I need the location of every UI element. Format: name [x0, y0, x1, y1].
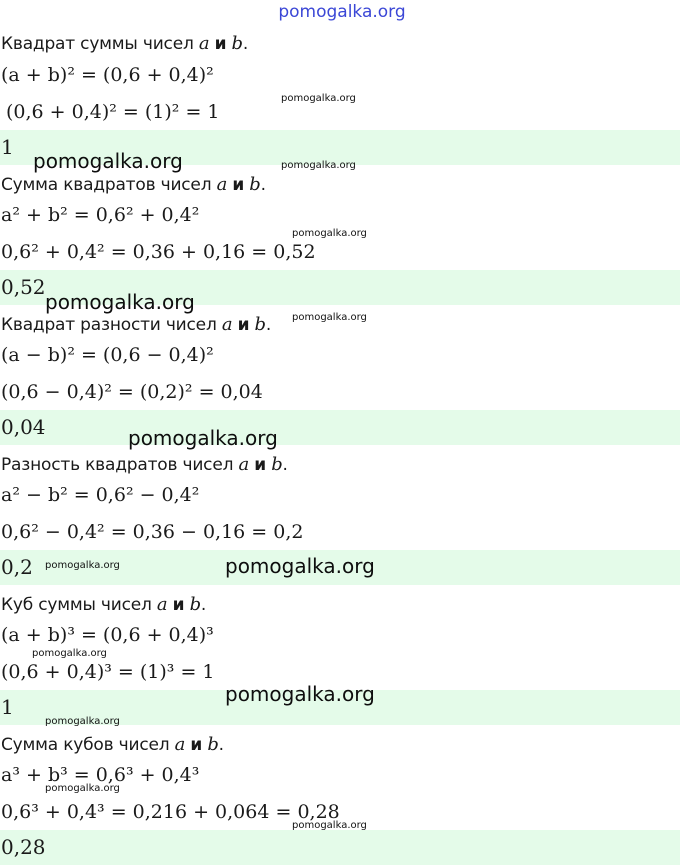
watermark: pomogalka.org	[45, 290, 195, 314]
section-6-calc: 0,6³ + 0,4³ = 0,216 + 0,064 = 0,28	[1, 801, 340, 823]
section-5-calc: (0,6 + 0,4)³ = (1)³ = 1	[1, 661, 215, 683]
section-3-answer-box	[0, 410, 680, 445]
period: .	[260, 175, 266, 195]
period: .	[200, 595, 207, 615]
var-a: a	[174, 734, 186, 755]
section-1-calc: (0,6 + 0,4)² = (1)² = 1	[6, 101, 220, 123]
section-3-answer: 0,04	[1, 415, 46, 439]
var-b: b	[207, 734, 219, 755]
conjunction: и	[254, 455, 266, 475]
section-2-answer: 0,52	[1, 275, 46, 299]
var-b: b	[249, 174, 261, 195]
watermark: pomogalka.org	[225, 682, 375, 706]
section-4-formula: a² − b² = 0,6² − 0,4²	[1, 484, 200, 506]
section-4-calc: 0,6² − 0,4² = 0,36 − 0,16 = 0,2	[1, 521, 304, 543]
site-header-link[interactable]: pomogalka.org	[278, 2, 406, 22]
section-1-answer: 1	[1, 135, 14, 159]
var-b: b	[254, 314, 266, 335]
watermark: pomogalka.org	[225, 554, 375, 578]
watermark-small: pomogalka.org	[292, 820, 367, 831]
conjunction: и	[232, 175, 245, 195]
section-1-formula: (a + b)² = (0,6 + 0,4)²	[1, 64, 214, 86]
section-5-label	[1, 594, 206, 615]
section-label-text: Разность квадратов чисел	[1, 455, 234, 475]
section-2-formula: a² + b² = 0,6² + 0,4²	[1, 204, 200, 226]
watermark-small: pomogalka.org	[281, 160, 356, 171]
watermark-small: pomogalka.org	[281, 93, 356, 104]
watermark: pomogalka.org	[128, 426, 278, 450]
section-2-label	[1, 174, 266, 195]
section-3-calc: (0,6 − 0,4)² = (0,2)² = 0,04	[1, 381, 263, 403]
conjunction: и	[172, 595, 185, 615]
section-5-answer: 1	[1, 695, 14, 719]
section-3-label	[1, 314, 271, 335]
section-3-formula: (a − b)² = (0,6 − 0,4)²	[1, 344, 214, 366]
watermark-small: pomogalka.org	[45, 560, 120, 571]
section-6-label	[1, 734, 224, 755]
var-b: b	[189, 594, 201, 615]
var-a: a	[216, 174, 228, 195]
watermark-small: pomogalka.org	[292, 312, 367, 323]
period: .	[242, 34, 249, 54]
watermark-small: pomogalka.org	[292, 228, 367, 239]
var-a: a	[238, 454, 250, 475]
watermark-small: pomogalka.org	[45, 783, 120, 794]
watermark-small: pomogalka.org	[45, 716, 120, 727]
section-1-label	[1, 33, 248, 54]
section-6-answer: 0,28	[1, 835, 46, 859]
var-b: b	[271, 454, 283, 475]
section-5-formula: (a + b)³ = (0,6 + 0,4)³	[1, 624, 214, 646]
period: .	[282, 455, 288, 475]
watermark: pomogalka.org	[33, 149, 183, 173]
period: .	[265, 315, 272, 335]
watermark-small: pomogalka.org	[32, 648, 107, 659]
var-b: b	[231, 33, 243, 54]
section-4-label	[1, 454, 288, 475]
section-4-answer: 0,2	[1, 555, 33, 579]
section-label-text: Квадрат суммы чисел	[1, 34, 194, 54]
var-a: a	[221, 314, 233, 335]
conjunction: и	[190, 735, 203, 755]
section-label-text: Куб суммы чисел	[1, 595, 152, 615]
site-header	[0, 0, 680, 26]
var-a: a	[156, 594, 168, 615]
section-6-formula: a³ + b³ = 0,6³ + 0,4³	[1, 764, 200, 786]
section-label-text: Сумма кубов чисел	[1, 735, 170, 755]
section-label-text: Квадрат разности чисел	[1, 315, 217, 335]
period: .	[218, 735, 224, 755]
conjunction: и	[214, 34, 227, 54]
section-6-answer-box	[0, 830, 680, 865]
section-label-text: Сумма квадратов чисел	[1, 175, 212, 195]
var-a: a	[198, 33, 210, 54]
conjunction: и	[237, 315, 250, 335]
section-2-calc: 0,6² + 0,4² = 0,36 + 0,16 = 0,52	[1, 241, 316, 263]
